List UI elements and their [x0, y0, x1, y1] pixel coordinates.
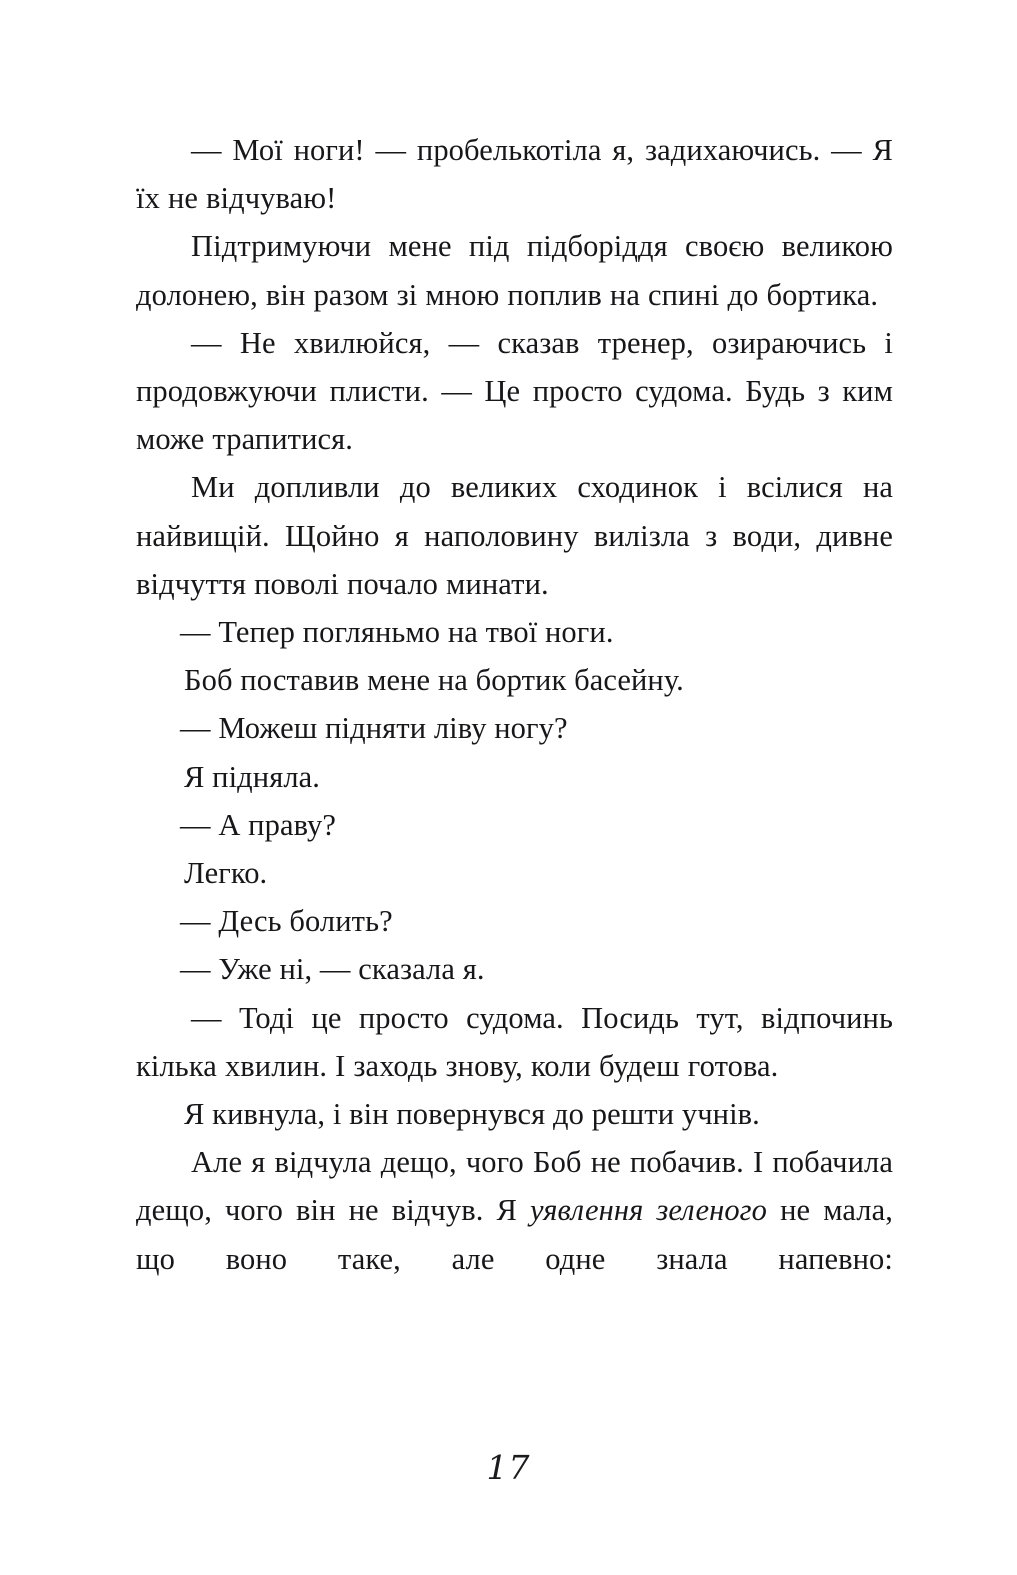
dialogue-line-not-anymore: — Уже ні, — сказала я.	[180, 952, 485, 987]
page-text-block	[136, 126, 893, 1283]
paragraph-but-i-felt-something	[136, 1138, 893, 1283]
dialogue-line-does-it-hurt: — Десь болить?	[180, 904, 393, 939]
paragraph-supporting-chin: Підтримуючи мене під підборіддя своєю великою долонею, він разом зі мною поплив на спині до бортика.	[136, 229, 893, 312]
narration-line-i-raised: Я підняла.	[184, 759, 321, 794]
narration-line-easy: Легко.	[184, 856, 268, 891]
narration-line-bob-placed-me: Боб поставив мене на бортик басейну.	[184, 663, 684, 698]
dialogue-line-look-at-legs: — Тепер погляньмо на твої ноги.	[180, 615, 614, 650]
paragraph-just-a-cramp: — Тоді це просто судома. Посидь тут, відпочинь кілька хвилин. І заходь знову, коли будеш готова.	[136, 1000, 893, 1083]
dialogue-line-raise-left-leg: — Можеш підняти ліву ногу?	[180, 711, 568, 746]
text-segment-roman-lead: Але я відчула дещо, чого Боб не побачив. І побачила дещо, чого він не відчув. Я	[136, 1145, 893, 1228]
paragraph-swam-to-steps: Ми допливли до великих сходинок і всілися на найвищій. Щойно я наполовину вилізла з води, дивне відчуття поволі почало минати.	[136, 470, 893, 601]
text-segment-roman-tail: не мала, що воно таке, але одне знала напевно:	[136, 1193, 893, 1276]
narration-line-i-nodded: Я кивнула, і він повернувся до решти учнів.	[184, 1097, 760, 1132]
text-segment-italic-green-notion: уявлення зеленого	[530, 1193, 768, 1228]
paragraph-dont-worry-coach: — Не хвилюйся, — сказав тренер, озираючись і продовжуючи плисти. — Це просто судома. Будь з ким може трапитися.	[136, 325, 893, 457]
paragraph-my-legs: — Мої ноги! — пробелькотіла я, задихаючись. — Я їх не відчуваю!	[136, 133, 893, 216]
page-number: 17	[486, 1448, 531, 1487]
dialogue-line-and-right: — А праву?	[180, 807, 337, 842]
